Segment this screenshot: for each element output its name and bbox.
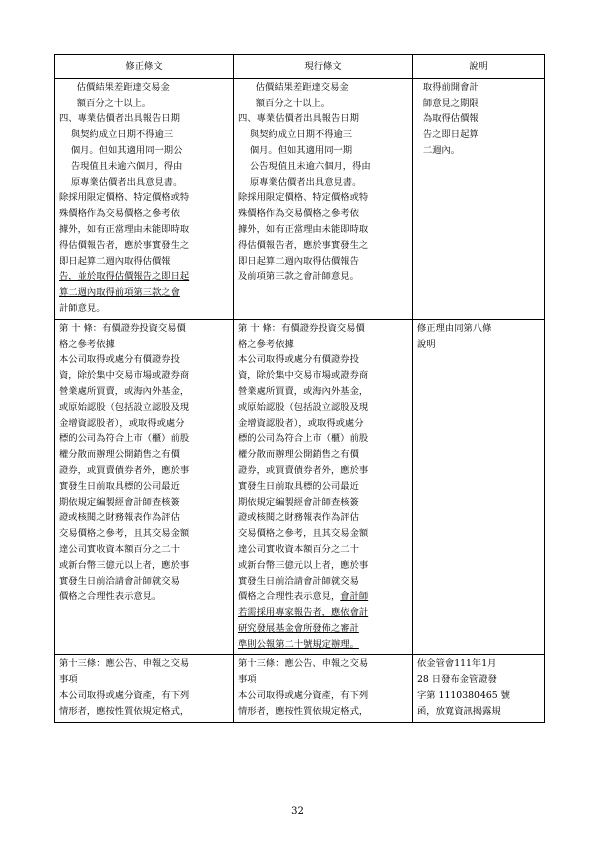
text-line: 權分散而辦理公開銷售之有價 <box>238 449 359 461</box>
amended-article-cell <box>55 78 234 319</box>
text-line: 四、專業估價者出具報告日期 <box>59 113 180 125</box>
text-line: 據外，如有正當理由未能即時取 <box>59 223 190 235</box>
text-line: 第 十 條：有價證券投資交易價 <box>59 322 186 334</box>
header-explanation: 說明 <box>413 55 545 79</box>
text-line: 證或核閱之財務報表作為評估 <box>238 512 359 524</box>
text-line: 個月。但如其適用同一期 <box>238 144 353 156</box>
text-line: 公告現值且未逾六個月，得由 <box>238 160 371 172</box>
text-line: 告，並於取得估價報告之即日起 <box>59 271 190 283</box>
text-line: 研究發展基金會所發佈之審計 <box>238 622 359 634</box>
text-line: 或原始認股（包括設立認股及現 <box>59 401 190 413</box>
text-line: 資，除於集中交易市場或證券商 <box>59 370 190 382</box>
amended-article-cell <box>55 655 234 722</box>
comparison-table <box>54 54 545 723</box>
text-line: 即日起算二週內取得估價報告 <box>238 255 359 267</box>
text-line: 營業處所買賣，或海內外基金， <box>238 385 369 397</box>
text-line: 第十三條：應公告、申報之交易 <box>238 658 369 670</box>
current-article-cell <box>234 655 413 722</box>
text-line: 原專業估價者出具意見書。 <box>59 176 183 188</box>
text-line: 四、專業估價者出具報告日期 <box>238 113 359 125</box>
amended-article-cell <box>55 319 234 655</box>
text-line: 交易價格之參考，且其交易金額 <box>238 528 369 540</box>
text-line: 據外，如有正當理由未能即時取 <box>238 223 369 235</box>
text-line: 或原始認股（包括設立認股及現 <box>238 401 369 413</box>
text-line: 情形者，應按性質依規定格式， <box>59 705 190 717</box>
text-line: 期依規定編製經會計師查核簽 <box>59 496 180 508</box>
text-line: 或新台幣三億元以上者，應於事 <box>238 559 369 571</box>
text-line: 格之參考依據 <box>238 338 294 350</box>
header-current-articles: 現行條文 <box>234 55 413 79</box>
text-line: 依金管會111年1月 <box>417 658 497 670</box>
text-line: 實發生日前洽請會計師就交易 <box>59 575 180 587</box>
text-line: 字第 1110380465 號 <box>417 690 510 702</box>
text-line: 情形者，應按性質依規定格式， <box>238 705 369 717</box>
text-line: 準則公報第二十號規定辦理。 <box>238 638 359 650</box>
explanation-cell <box>413 78 545 319</box>
text-line: 28 日發布金管證發 <box>417 674 497 686</box>
header-amended-articles: 修正條文 <box>55 55 234 79</box>
text-line: 實發生日前洽請會計師就交易 <box>238 575 359 587</box>
text-line: 事項 <box>59 674 78 686</box>
text-line: 殊價格作為交易價格之參考依 <box>238 208 359 220</box>
text-line: 算二週內取得前項第三款之會 <box>59 287 180 299</box>
explanation-cell <box>413 655 545 722</box>
text-line: 得估價報告者，應於事實發生之 <box>59 239 190 251</box>
text-line: 實發生日前取具標的公司最近 <box>59 480 180 492</box>
text-line <box>238 589 408 605</box>
table-row <box>55 655 545 722</box>
text-line: 或新台幣三億元以上者，應於事 <box>59 559 190 571</box>
text-line: 估價結果差距達交易金 <box>238 81 349 93</box>
text-line: 除採用限定價格、特定價格或特 <box>59 192 190 204</box>
text-line: 第十三條：應公告、申報之交易 <box>59 658 190 670</box>
text-line: 達公司實收資本額百分之二十 <box>59 543 180 555</box>
table-header-row <box>55 55 545 79</box>
text-line: 與契約成立日期不得逾三 <box>238 129 353 141</box>
text-line: 除採用限定價格、特定價格或特 <box>238 192 369 204</box>
current-article-cell <box>234 78 413 319</box>
page-number: 32 <box>291 806 304 817</box>
text-line: 證券，或買賣債券者外，應於事 <box>238 464 369 476</box>
text-line: 即日起算二週內取得估價報 <box>59 255 171 267</box>
text-line: 本公司取得或處分資產，有下列 <box>59 690 190 702</box>
text-line: 與契約成立日期不得逾三 <box>59 129 174 141</box>
text-line: 權分散而辦理公開銷售之有價 <box>59 449 180 461</box>
text-line: 若需採用專家報告者，應依會計 <box>238 607 369 619</box>
text-line: 估價結果差距達交易金 <box>59 81 170 93</box>
text-line: 說明 <box>417 338 436 350</box>
text-segment: 價格之合理性表示意見， <box>238 591 341 603</box>
text-line: 二週內。 <box>417 144 461 156</box>
text-line: 格之參考依據 <box>59 338 115 350</box>
text-line: 交易價格之參考，且其交易金額 <box>59 528 190 540</box>
text-line: 師意見之期限 <box>417 97 479 109</box>
text-line: 取得前開會計 <box>417 81 479 93</box>
text-line: 計師意見。 <box>59 302 106 314</box>
text-line: 本公司取得或處分有價證券投 <box>59 354 180 366</box>
text-line: 營業處所買賣，或海內外基金， <box>59 385 190 397</box>
text-line: 及前項第三款之會計師意見。 <box>238 271 359 283</box>
text-line: 證或核閱之財務報表作為評估 <box>59 512 180 524</box>
text-line: 期依規定編製經會計師查核簽 <box>238 496 359 508</box>
text-line: 殊價格作為交易價格之參考依 <box>59 208 180 220</box>
text-line: 告之即日起算 <box>417 129 479 141</box>
table-row <box>55 319 545 655</box>
text-line: 額百分之十以上。 <box>238 97 331 109</box>
text-line: 事項 <box>238 674 257 686</box>
text-line: 原專業估價者出具意見書。 <box>238 176 362 188</box>
text-line: 本公司取得或處分資產，有下列 <box>238 690 369 702</box>
underlined-segment: 會計師 <box>340 591 369 603</box>
text-line: 函，放寬資訊揭露規 <box>417 705 501 717</box>
text-line: 告現值且未逾六個月，得由 <box>59 160 183 172</box>
text-line: 個月。但如其適用同一期公 <box>59 144 183 156</box>
text-line: 得估價報告者，應於事實發生之 <box>238 239 369 251</box>
explanation-cell <box>413 319 545 655</box>
text-line: 額百分之十以上。 <box>59 97 152 109</box>
text-line: 第 十 條：有價證券投資交易價 <box>238 322 365 334</box>
text-line: 實發生日前取具標的公司最近 <box>238 480 359 492</box>
text-line: 價格之合理性表示意見。 <box>59 591 162 603</box>
text-line: 金增資認股者），或取得或處分 <box>59 417 185 429</box>
current-article-cell <box>234 319 413 655</box>
text-line: 資，除於集中交易市場或證券商 <box>238 370 369 382</box>
text-line: 證券，或買賣債券者外，應於事 <box>59 464 190 476</box>
text-line: 為取得估價報 <box>417 113 479 125</box>
text-line: 達公司實收資本額百分之二十 <box>238 543 359 555</box>
text-line: 本公司取得或處分有價證券投 <box>238 354 359 366</box>
text-line: 標的公司為符合上市（櫃）前股 <box>238 433 369 445</box>
text-line: 標的公司為符合上市（櫃）前股 <box>59 433 190 445</box>
text-line: 修正理由同第八條 <box>417 322 492 334</box>
table-row <box>55 78 545 319</box>
text-line: 金增資認股者），或取得或處分 <box>238 417 364 429</box>
